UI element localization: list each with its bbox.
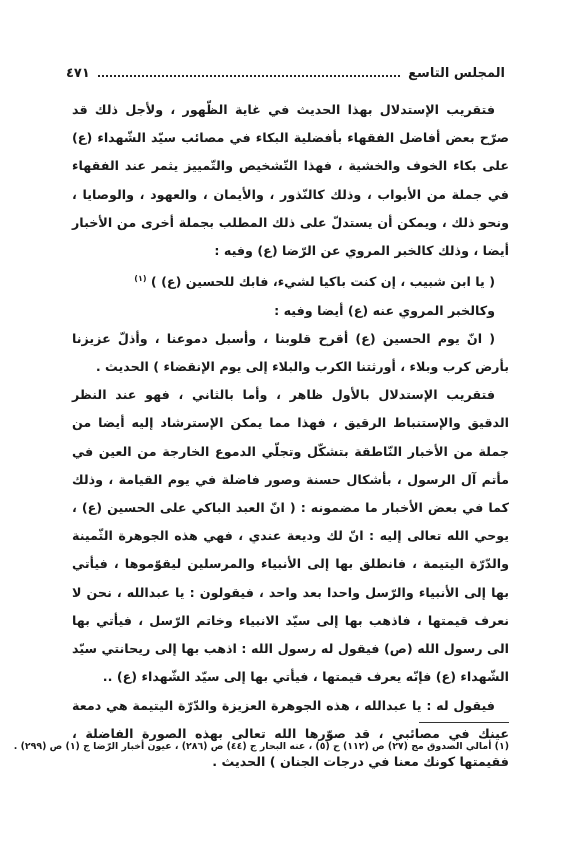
paragraph-3: فتقريب الإستدلال بالأول ظاهر ، وأما بالثاني ، فهو عند النظر الدقيق والإستنباط الرقيق ، فهذا مما يمكن الإسترشاد إليه أيضا من جملة من الأخبار النّاطقة بتشكّل وتجلّي الدموع الخارجة من العين في مأتم آل الرسول ، بأشكال حسنة وصور فاضلة في يوم القيامة ، وذلك كما في بعض الأخبار ما مضمونه : ( انّ العبد الباكي على الحسين (ع) ، يوحي الله تعالى إليه : انّ لك وديعة عندي ، فهي هذه الجوهرة الثّمينة والدّرّة اليتيمة ، فانطلق بها إلى الأنبياء والمرسلين ليقوّموها ، فيأتي بها إلى الأنبياء والرّسل واحدا بعد واحد ، فيقولون : يا عبدالله ، نحن لا نعرف قيمتها ، فاذهب بها إلى سيّد الانبياء وخاتم الرّسل ، فيأتي بها الى رسول الله (ص) فيقول له رسول الله : اذهب بها إلى ريحانتي سيّد الشّهداء (ع) فإنّه يعرف قيمتها ، فيأتي بها إلى سيّد الشّهداء (ع) .. (72, 387, 509, 685)
dotted-leader (98, 75, 400, 77)
quote-1 (72, 265, 509, 296)
footnote-reference: (١) (134, 274, 147, 284)
paragraph-1: فتقريب الإستدلال بهذا الحديث في غاية الظّهور ، ولأجل ذلك قد صرّح بعض أفاضل الفقهاء بأفضلية البكاء في مصائب سيّد الشّهداء (ع) على بكاء الخوف والخشية ، فهذا التّشخيص والتّمييز يثمر عند الفقهاء في جملة من الأبواب ، وذلك كالنّذور ، والأيمان ، والعهود ، والوصايا ، ونحو ذلك ، ويمكن أن يستدلّ على ذلك المطلب بجملة أخرى من الأخبار أيضا ، وذلك كالخبر المروي عن الرّضا (ع) وفيه : (72, 102, 509, 259)
running-header (66, 62, 505, 84)
main-text (13, 96, 509, 776)
paragraph-2: وكالخبر المروي عنه (ع) أيضا وفيه : (274, 302, 495, 318)
paragraph-4: فيقول له : يا عبدالله ، هذه الجوهرة العزيزة والدّرّة اليتيمة هي دمعة عينك في مصائبي ، قد صوّرها الله تعالى بهذه الصورة الفاضلة ، فقيمتها كونك معنا في درجات الجنان ) الحديث . (72, 697, 509, 769)
footnote-divider (419, 722, 509, 723)
quote-2: ( انّ يوم الحسين (ع) أقرح قلوبنا ، وأسبل دموعنا ، وأذلّ عزيزنا بأرض كرب وبلاء ، أورثتنا الكرب والبلاء إلى يوم الإنقضاء ) الحديث . (72, 330, 509, 375)
chapter-title: المجلس التاسع (408, 65, 505, 81)
quote-1-text: ( يا ابن شبيب ، إن كنت باكيا لشيء، فابك للحسين (ع) ) (150, 274, 495, 290)
page-number: ٤٧١ (66, 65, 90, 81)
footnote: (١) أمالي الصدوق مج (٢٧) ص (١١٢) ح (٥) ، عنه البحار ج (٤٤) ص (٢٨٦) ، عيون أخبار الرّضا ج (١) ص (٢٩٩) . (13, 741, 509, 752)
